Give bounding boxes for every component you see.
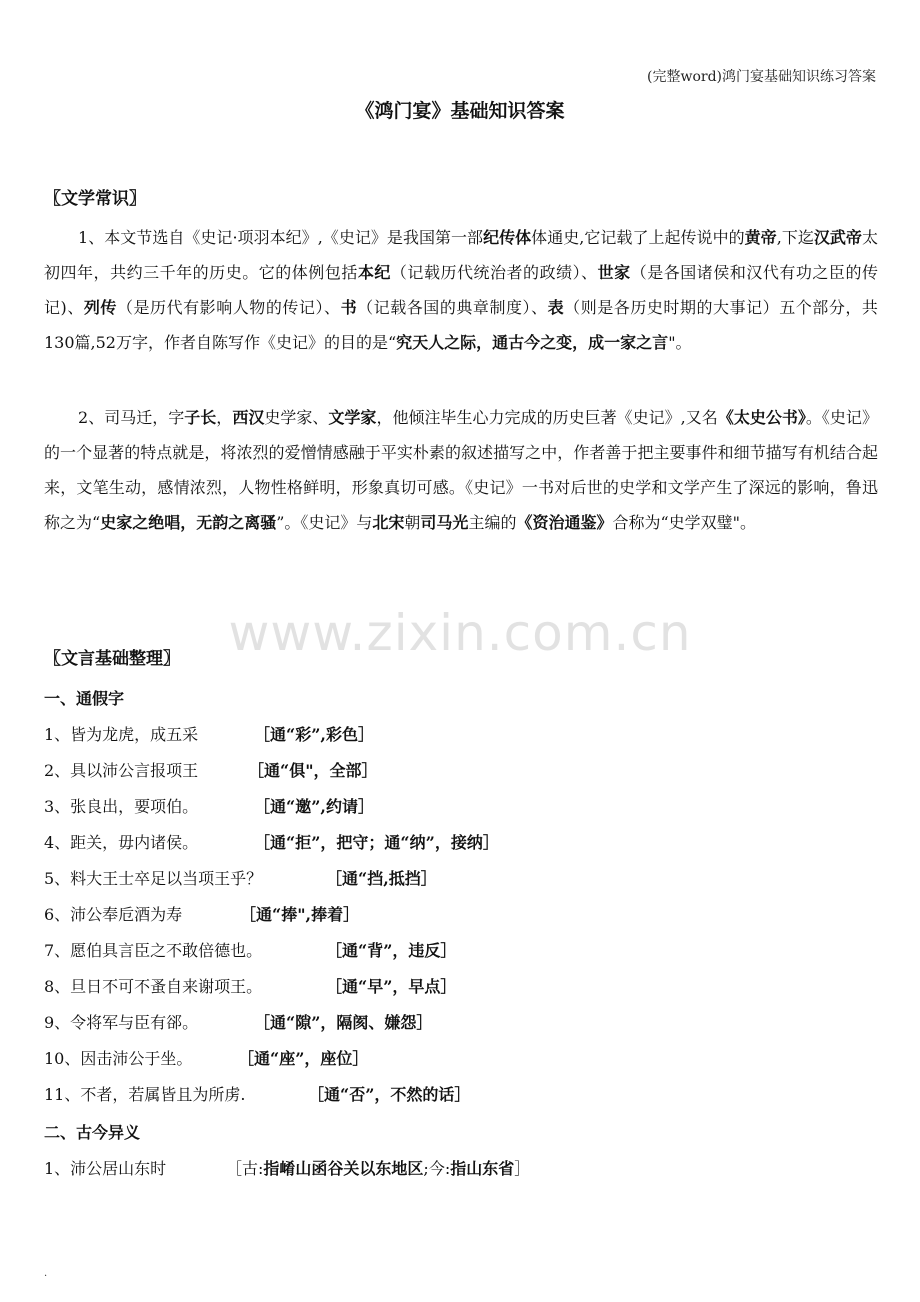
list-item: 8、旦日不可不蚤自来谢项王。 ［通“早”，早点］ bbox=[44, 977, 457, 996]
footer-mark: . bbox=[44, 1268, 48, 1279]
list-item: 1、皆为龙虎，成五采 ［通“彩”,彩色］ bbox=[44, 725, 374, 744]
tongjia-heading: 一、通假字 bbox=[44, 689, 125, 708]
literature-paragraph-1: 1、本文节选自《史记·项羽本纪》,《史记》是我国第一部纪传体体通史,它记载了上起传说中的黄帝,下迄汉武帝太初四年，共约三千年的历史。它的体例包括本纪（记载历代统治者的政绩）、世家（是各国诸侯和汉代有功之臣的传记)、列传（是历代有影响人物的传记）、书（记载各国的典章制度）、表（则是各历史时期的大事记）五个部分，共130篇,52万字，作者自陈写作《史记》的目的是“究天人之际，通古今之变，成一家之言"。 bbox=[44, 228, 878, 352]
literature-paragraph-2: 2、司马迁，字子长，西汉史学家、文学家，他倾注毕生心力完成的历史巨著《史记》,又名《太史公书》。《史记》的一个显著的特点就是，将浓烈的爱憎情感融于平实朴素的叙述描写之中，作者善于把主要事件和细节描写有机结合起来，文笔生动，感情浓烈，人物性格鲜明，形象真切可感。《史记》一书对后世的史学和文学产生了深远的影响，鲁迅称之为“史家之绝唱，无韵之离骚”。《史记》与北宋朝司马光主编的《资治通鉴》合称为“史学双璧"。 bbox=[44, 408, 878, 532]
watermark: www.zixin.com.cn bbox=[228, 604, 692, 662]
list-item: 7、愿伯具言臣之不敢倍德也。 ［通“背”，违反］ bbox=[44, 941, 457, 960]
list-item: 1、沛公居山东时 ［古:指崤山函谷关以东地区;今:指山东省］ bbox=[44, 1159, 531, 1178]
list-item: 11、不者，若属皆且为所虏. ［通“否”，不然的话］ bbox=[44, 1085, 471, 1104]
list-item: 3、张良出，要项伯。 ［通“邀”,约请］ bbox=[44, 797, 374, 816]
list-item: 6、沛公奉卮酒为寿 ［通“捧",捧着］ bbox=[44, 905, 360, 924]
list-item: 10、因击沛公于坐。 ［通“座”，座位］ bbox=[44, 1049, 369, 1068]
document-title: 《鸿门宴》基础知识答案 bbox=[355, 100, 565, 122]
running-header: (完整word)鸿门宴基础知识练习答案 bbox=[647, 69, 876, 85]
list-item: 4、距关，毋内诸侯。 ［通“拒”，把守；通“纳”，接纳］ bbox=[44, 833, 499, 852]
classical-heading: 〖文言基础整理〗 bbox=[44, 649, 180, 669]
literature-heading: 〖文学常识〗 bbox=[44, 189, 146, 209]
list-item: 5、料大王士卒足以当项王乎？ ［通“挡,抵挡］ bbox=[44, 869, 437, 888]
gujin-heading: 二、古今异义 bbox=[44, 1123, 141, 1142]
list-item: 9、令将军与臣有郤。 ［通“隙”，隔阂、嫌怨］ bbox=[44, 1013, 433, 1032]
list-item: 2、具以沛公言报项王 ［通“俱"，全部］ bbox=[44, 761, 378, 780]
